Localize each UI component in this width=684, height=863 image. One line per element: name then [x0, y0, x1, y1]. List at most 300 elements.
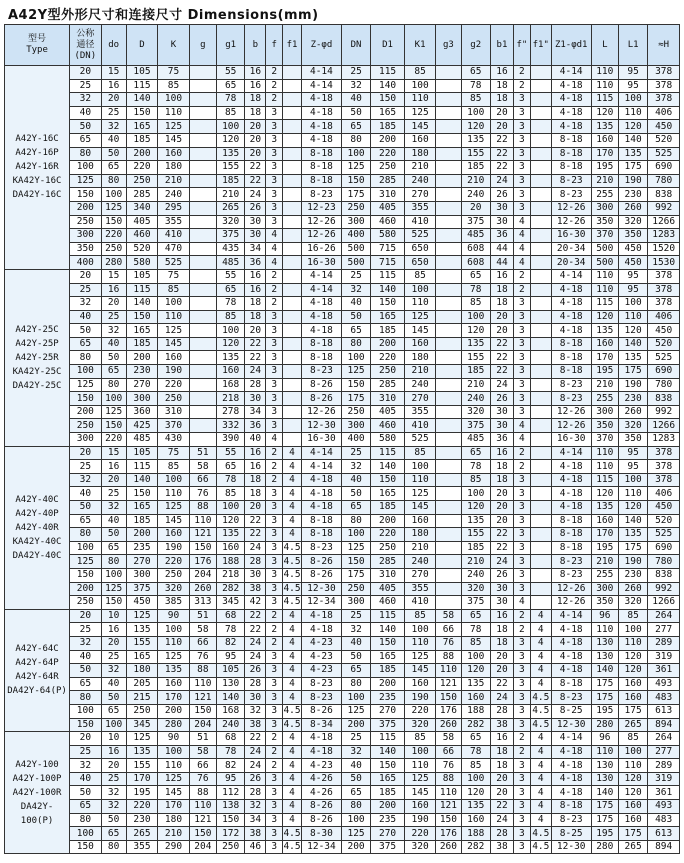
table-cell: 130 — [591, 772, 618, 786]
table-cell: 110 — [591, 66, 618, 80]
table-cell: 16 — [245, 283, 266, 297]
table-cell: 20 — [245, 120, 266, 134]
table-cell: 80 — [70, 528, 101, 542]
table-cell: 26 — [490, 392, 513, 406]
table-cell: 50 — [101, 813, 126, 827]
table-cell: 8-26 — [301, 555, 341, 569]
column-header: D1 — [371, 25, 405, 66]
table-cell: 345 — [217, 596, 245, 610]
table-cell: 32 — [341, 623, 370, 637]
table-cell: 32 — [101, 120, 126, 134]
column-header: g1 — [217, 25, 245, 66]
table-cell: 4-18 — [301, 623, 341, 637]
table-cell: 24 — [490, 691, 513, 705]
table-cell — [436, 188, 461, 202]
table-cell: 40 — [101, 133, 126, 147]
table-cell: 185 — [461, 365, 490, 379]
table-cell — [436, 215, 461, 229]
table-cell: 4.5 — [283, 841, 301, 853]
table-cell: 3 — [266, 487, 283, 501]
table-cell: 135 — [461, 800, 490, 814]
table-cell: 3 — [514, 487, 531, 501]
table-cell: 200 — [70, 405, 101, 419]
table-cell: 40 — [70, 310, 101, 324]
table-cell: 100 — [70, 704, 101, 718]
table-cell: 20 — [245, 501, 266, 515]
table-cell: 4 — [283, 813, 302, 827]
table-cell: 3 — [266, 718, 283, 732]
table-cell: 210 — [158, 827, 189, 841]
table-cell: 85 — [404, 732, 435, 746]
table-cell: 150 — [371, 297, 405, 311]
table-cell: 210 — [461, 174, 490, 188]
table-cell — [436, 514, 461, 528]
table-cell: 110 — [591, 269, 618, 283]
type-label: A42Y-100P — [12, 773, 62, 784]
table-cell — [189, 324, 216, 338]
table-cell: 3 — [514, 691, 531, 705]
table-cell: 110 — [189, 514, 216, 528]
table-cell: 250 — [126, 174, 157, 188]
table-cell: 4-18 — [301, 745, 341, 759]
table-cell — [436, 120, 461, 134]
table-row — [5, 827, 680, 841]
table-cell: 4-14 — [301, 283, 341, 297]
table-cell: 4 — [283, 528, 302, 542]
table-cell: 992 — [648, 582, 680, 596]
table-cell: 168 — [217, 704, 245, 718]
table-cell: 3 — [514, 555, 531, 569]
column-header: L1 — [618, 25, 647, 66]
table-cell: 310 — [371, 568, 405, 582]
table-cell: 3 — [266, 800, 283, 814]
table-cell: 190 — [158, 365, 189, 379]
table-row — [5, 704, 680, 718]
table-cell: 135 — [217, 147, 245, 161]
table-cell: 16 — [245, 66, 266, 80]
table-cell: 150 — [126, 487, 157, 501]
table-row — [5, 229, 680, 243]
table-cell: 135 — [158, 664, 189, 678]
table-cell — [436, 106, 461, 120]
table-cell — [283, 405, 302, 419]
table-cell — [530, 351, 551, 365]
table-cell: 613 — [648, 827, 680, 841]
table-cell: 285 — [371, 378, 405, 392]
table-cell: 135 — [217, 351, 245, 365]
table-cell: 270 — [404, 188, 435, 202]
column-header: ≈H — [648, 25, 680, 66]
table-cell: 25 — [70, 460, 101, 474]
table-cell: 450 — [618, 242, 647, 256]
table-cell: 78 — [217, 93, 245, 107]
table-cell: 1283 — [648, 433, 680, 447]
table-cell: 125 — [158, 324, 189, 338]
table-cell: 4 — [530, 609, 551, 623]
table-cell: 4.5 — [532, 827, 550, 839]
table-cell: 4 — [283, 446, 302, 460]
table-cell: 8-25 — [551, 827, 591, 841]
table-cell: 405 — [371, 405, 405, 419]
table-cell: 8-23 — [551, 392, 591, 406]
table-cell: 3 — [514, 840, 531, 854]
table-cell: 30 — [245, 215, 266, 229]
table-cell: 200 — [371, 514, 405, 528]
table-cell: 15 — [101, 66, 126, 80]
table-cell: 8-18 — [551, 677, 591, 691]
table-cell: 185 — [461, 161, 490, 175]
table-cell: 4-18 — [551, 93, 591, 107]
table-cell: 110 — [158, 487, 189, 501]
table-cell: 125 — [70, 378, 101, 392]
table-cell: 25 — [341, 732, 370, 746]
table-cell — [283, 188, 302, 202]
table-cell: 485 — [461, 433, 490, 447]
table-cell: 20 — [490, 772, 513, 786]
table-cell: 25 — [70, 79, 101, 93]
table-cell: 185 — [126, 133, 157, 147]
table-row — [5, 66, 680, 80]
table-cell — [530, 378, 551, 392]
table-cell: 4.5 — [283, 827, 301, 839]
table-header — [5, 25, 680, 66]
table-cell: 135 — [217, 528, 245, 542]
table-cell: 406 — [648, 106, 680, 120]
table-cell: 25 — [101, 487, 126, 501]
table-cell: 4-18 — [301, 93, 341, 107]
table-cell: 150 — [189, 704, 216, 718]
table-cell — [530, 555, 551, 569]
table-cell: 580 — [371, 229, 405, 243]
table-cell: 160 — [591, 133, 618, 147]
table-cell: 185 — [371, 120, 405, 134]
table-cell: 25 — [341, 446, 370, 460]
table-cell: 320 — [618, 596, 647, 610]
table-cell: 32 — [341, 460, 370, 474]
table-cell: 780 — [648, 555, 680, 569]
table-cell: 378 — [648, 66, 680, 80]
table-cell: 375 — [371, 718, 405, 732]
table-cell: 406 — [648, 487, 680, 501]
table-cell: 125 — [101, 201, 126, 215]
table-cell: 175 — [341, 568, 370, 582]
table-cell: 3 — [266, 813, 283, 827]
table-cell: 32 — [101, 664, 126, 678]
table-cell: 85 — [618, 732, 647, 746]
table-row — [5, 718, 680, 732]
table-cell: 378 — [648, 93, 680, 107]
table-cell — [436, 528, 461, 542]
table-cell: 130 — [591, 636, 618, 650]
table-cell — [436, 229, 461, 243]
table-cell: 170 — [591, 147, 618, 161]
table-cell — [189, 351, 216, 365]
table-cell: 3 — [266, 677, 283, 691]
table-cell — [530, 256, 551, 270]
table-cell: 205 — [126, 677, 157, 691]
table-cell — [530, 568, 551, 582]
table-cell: 175 — [591, 691, 618, 705]
table-cell — [436, 133, 461, 147]
table-cell: 38 — [490, 718, 513, 732]
table-cell — [189, 174, 216, 188]
table-cell: 220 — [126, 161, 157, 175]
table-cell: 280 — [158, 718, 189, 732]
table-cell: 105 — [126, 66, 157, 80]
table-cell: 20 — [490, 501, 513, 515]
table-cell: 3 — [266, 405, 283, 419]
table-cell — [189, 161, 216, 175]
table-cell: 4-14 — [551, 66, 591, 80]
table-cell — [189, 215, 216, 229]
table-cell: 525 — [648, 351, 680, 365]
table-cell: 300 — [126, 568, 157, 582]
table-cell: 110 — [158, 106, 189, 120]
type-label: A42Y-25R — [15, 352, 59, 363]
table-cell: 160 — [591, 514, 618, 528]
table-cell: 32 — [341, 283, 370, 297]
table-cell: 65 — [217, 283, 245, 297]
type-label: DA42Y-64(P) — [7, 686, 67, 697]
table-cell: 18 — [490, 79, 513, 93]
table-cell: 200 — [341, 718, 370, 732]
table-cell: 3 — [514, 827, 531, 841]
table-cell: 3 — [266, 365, 283, 379]
table-cell: 4 — [283, 473, 302, 487]
table-cell: 12-30 — [301, 419, 341, 433]
table-cell: 40 — [245, 433, 266, 447]
table-cell: 100 — [217, 120, 245, 134]
table-cell: 4-18 — [551, 283, 591, 297]
table-cell: 55 — [217, 269, 245, 283]
table-cell: 110 — [591, 745, 618, 759]
table-cell: 2 — [514, 623, 531, 637]
table-cell: 460 — [371, 215, 405, 229]
table-row — [5, 79, 680, 93]
table-cell: 95 — [217, 650, 245, 664]
table-cell: 520 — [126, 242, 157, 256]
table-cell: 4 — [514, 433, 531, 447]
table-cell: 450 — [648, 120, 680, 134]
table-cell: 65 — [70, 337, 101, 351]
table-cell: 160 — [618, 677, 647, 691]
table-cell: 430 — [158, 433, 189, 447]
table-row — [5, 460, 680, 474]
table-cell: 140 — [217, 691, 245, 705]
table-cell: 65 — [461, 66, 490, 80]
table-cell: 100 — [217, 324, 245, 338]
table-cell: 170 — [591, 351, 618, 365]
table-cell: 3 — [514, 582, 531, 596]
table-cell: 200 — [371, 337, 405, 351]
table-cell: 150 — [371, 759, 405, 773]
table-cell: 140 — [591, 786, 618, 800]
table-cell: 240 — [461, 568, 490, 582]
table-cell: 88 — [436, 650, 461, 664]
table-cell: 4-14 — [551, 732, 591, 746]
table-cell: 4-18 — [551, 501, 591, 515]
table-cell: 780 — [648, 174, 680, 188]
table-cell: 100 — [341, 813, 370, 827]
table-cell: 125 — [158, 501, 189, 515]
table-cell: 30 — [245, 691, 266, 705]
table-cell: 24 — [245, 188, 266, 202]
table-row — [5, 555, 680, 569]
table-cell: 138 — [217, 800, 245, 814]
table-cell: 30 — [490, 419, 513, 433]
table-cell: 110 — [618, 487, 647, 501]
table-cell — [530, 419, 551, 433]
table-cell: 250 — [341, 201, 370, 215]
table-cell: 3 — [266, 201, 283, 215]
table-cell: 240 — [461, 392, 490, 406]
table-cell: 120 — [618, 786, 647, 800]
table-cell: 66 — [436, 745, 461, 759]
table-row — [5, 433, 680, 447]
table-cell: 250 — [70, 215, 101, 229]
table-cell: 4 — [530, 623, 551, 637]
table-cell: 185 — [371, 664, 405, 678]
table-cell: 375 — [461, 215, 490, 229]
table-cell: 110 — [404, 636, 435, 650]
table-cell: 88 — [189, 501, 216, 515]
table-cell: 3 — [514, 664, 531, 678]
table-cell: 525 — [404, 433, 435, 447]
table-cell — [189, 365, 216, 379]
table-cell: 200 — [70, 582, 101, 596]
table-cell: 200 — [371, 133, 405, 147]
table-cell: 150 — [70, 568, 101, 582]
table-cell: 406 — [648, 310, 680, 324]
table-cell: 150 — [371, 636, 405, 650]
table-cell — [530, 297, 551, 311]
table-cell: 3 — [266, 568, 283, 582]
table-cell: 120 — [591, 310, 618, 324]
table-cell: 50 — [70, 786, 101, 800]
table-cell — [436, 541, 461, 555]
table-cell: 4.5 — [532, 691, 550, 703]
table-cell: 435 — [217, 242, 245, 256]
table-cell: 135 — [461, 133, 490, 147]
table-cell: 195 — [126, 786, 157, 800]
table-cell: 8-18 — [301, 161, 341, 175]
table-cell: 4 — [530, 772, 551, 786]
table-cell: 135 — [618, 147, 647, 161]
table-cell: 160 — [591, 337, 618, 351]
table-cell: 204 — [189, 840, 216, 854]
table-cell: 16 — [245, 269, 266, 283]
column-header: K1 — [404, 25, 435, 66]
table-cell: 30 — [490, 596, 513, 610]
table-cell: 121 — [436, 677, 461, 691]
table-cell: 780 — [648, 378, 680, 392]
table-cell: 175 — [591, 677, 618, 691]
table-cell: 345 — [126, 718, 157, 732]
table-cell: 195 — [591, 365, 618, 379]
table-row — [5, 392, 680, 406]
table-cell: 34 — [245, 242, 266, 256]
table-cell: 120 — [618, 772, 647, 786]
table-cell: 285 — [126, 188, 157, 202]
table-cell: 16-30 — [301, 433, 341, 447]
table-cell: 390 — [217, 433, 245, 447]
table-row — [5, 609, 680, 623]
table-cell: 32 — [70, 473, 101, 487]
table-cell: 50 — [101, 351, 126, 365]
table-cell: 235 — [371, 813, 405, 827]
table-cell: 200 — [341, 840, 370, 854]
header-row — [5, 25, 680, 66]
table-cell: 36 — [245, 256, 266, 270]
type-label: A42Y-64R — [15, 672, 59, 683]
table-cell: 38 — [245, 582, 266, 596]
table-cell: 16 — [245, 446, 266, 460]
table-cell: 190 — [618, 174, 647, 188]
table-cell: 175 — [618, 704, 647, 718]
table-cell: 20-34 — [551, 242, 591, 256]
table-cell: 290 — [158, 840, 189, 854]
table-cell: 85 — [461, 297, 490, 311]
table-cell: 300 — [70, 433, 101, 447]
table-cell: 40 — [341, 759, 370, 773]
table-cell: 8-18 — [551, 337, 591, 351]
table-cell — [189, 133, 216, 147]
table-cell: 50 — [341, 310, 370, 324]
table-cell — [189, 147, 216, 161]
table-cell: 3 — [514, 147, 531, 161]
table-cell: 66 — [436, 623, 461, 637]
table-cell: 22 — [245, 174, 266, 188]
table-cell: 110 — [436, 786, 461, 800]
table-cell: 100 — [101, 392, 126, 406]
table-cell: 150 — [217, 813, 245, 827]
table-cell: 3 — [266, 514, 283, 528]
table-cell: 8-18 — [301, 147, 341, 161]
table-cell: 3 — [266, 147, 283, 161]
table-cell: 30 — [490, 405, 513, 419]
table-cell: 3 — [514, 405, 531, 419]
table-cell: 110 — [189, 677, 216, 691]
table-cell: 8-26 — [301, 813, 341, 827]
table-cell: 385 — [158, 596, 189, 610]
table-cell: 165 — [371, 310, 405, 324]
table-cell: 40 — [101, 677, 126, 691]
table-cell: 355 — [126, 840, 157, 854]
table-cell: 22 — [490, 161, 513, 175]
table-cell: 65 — [461, 732, 490, 746]
table-cell: 410 — [404, 215, 435, 229]
table-cell: 140 — [371, 79, 405, 93]
table-cell: 8-23 — [301, 541, 341, 555]
column-header: 公称 通径 (DN) — [70, 25, 101, 66]
table-cell: 125 — [341, 365, 370, 379]
table-cell: 450 — [618, 256, 647, 270]
table-cell: 125 — [404, 106, 435, 120]
table-cell: 410 — [158, 229, 189, 243]
table-cell: 190 — [618, 378, 647, 392]
table-row — [5, 582, 680, 596]
table-cell: 15 — [101, 269, 126, 283]
table-cell: 3 — [266, 555, 283, 569]
table-cell: 150 — [126, 310, 157, 324]
table-cell: 8-18 — [551, 147, 591, 161]
table-cell: 125 — [158, 772, 189, 786]
table-cell: 378 — [648, 283, 680, 297]
table-cell: 65 — [341, 501, 370, 515]
table-cell: 260 — [618, 201, 647, 215]
table-cell: 4 — [514, 242, 531, 256]
table-cell: 135 — [461, 514, 490, 528]
